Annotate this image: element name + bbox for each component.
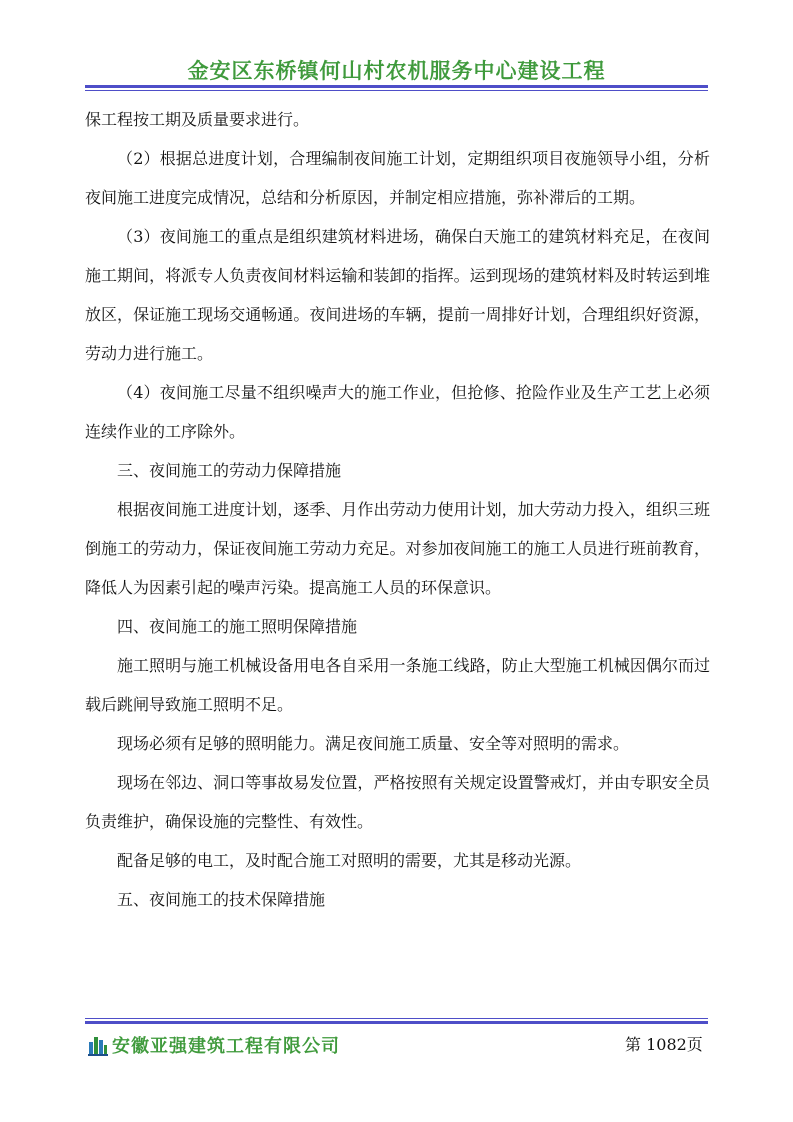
page-number: 第 1082页 (625, 1035, 703, 1054)
paragraph-labor: 根据夜间施工进度计划，逐季、月作出劳动力使用计划，加大劳动力投入，组织三班倒施工的劳动力，保证夜间施工劳动力充足。对参加夜间施工的施工人员进行班前教育，降低人为因素引起的噪声污染。提高施工人员的环保意识。 (85, 500, 710, 597)
paragraph-electricians: 配备足够的电工，及时配合施工对照明的需要，尤其是移动光源。 (117, 851, 582, 870)
paragraph-lighting-capacity: 现场必须有足够的照明能力。满足夜间施工质量、安全等对照明的需求。 (117, 734, 630, 753)
section-heading-lighting: 四、夜间施工的施工照明保障措施 (117, 617, 358, 636)
header-rule-thin (85, 90, 708, 91)
paragraph-item-2: （2）根据总进度计划，合理编制夜间施工计划，定期组织项目夜施领导小组，分析夜间施工进度完成情况，总结和分析原因，并制定相应措施，弥补滞后的工期。 (85, 149, 710, 207)
document-body (85, 100, 710, 919)
footer-company-name: 安徽亚强建筑工程有限公司 (112, 1036, 340, 1057)
section-heading-labor: 三、夜间施工的劳动力保障措施 (117, 461, 342, 480)
paragraph-item-4: （4）夜间施工尽量不组织噪声大的施工作业，但抢修、抢险作业及生产工艺上必须连续作业的工序除外。 (85, 383, 710, 441)
paragraph-warning-lights: 现场在邻边、洞口等事故易发位置，严格按照有关规定设置警戒灯，并由专职安全员负责维护，确保设施的完整性、有效性。 (85, 773, 710, 831)
footer-company (88, 1032, 340, 1058)
paragraph-item-3: （3）夜间施工的重点是组织建筑材料进场，确保白天施工的建筑材料充足，在夜间施工期间，将派专人负责夜间材料运输和装卸的指挥。运到现场的建筑材料及时转运到堆放区，保证施工现场交通畅通。夜间进场的车辆，提前一周排好计划，合理组织好资源，劳动力进行施工。 (85, 227, 710, 363)
document-header-title: 金安区东桥镇何山村农机服务中心建设工程 (187, 59, 606, 83)
section-heading-technical: 五、夜间施工的技术保障措施 (117, 890, 326, 909)
footer-rule-thick (85, 1021, 708, 1024)
footer-rule-thin (85, 1018, 708, 1019)
header-rule-thick (85, 85, 708, 88)
paragraph-lighting-circuit: 施工照明与施工机械设备用电各自采用一条施工线路，防止大型施工机械因偶尔而过载后跳闸导致施工照明不足。 (85, 656, 710, 714)
paragraph-continuation: 保工程按工期及质量要求进行。 (85, 110, 310, 129)
building-logo-icon (88, 1034, 108, 1056)
